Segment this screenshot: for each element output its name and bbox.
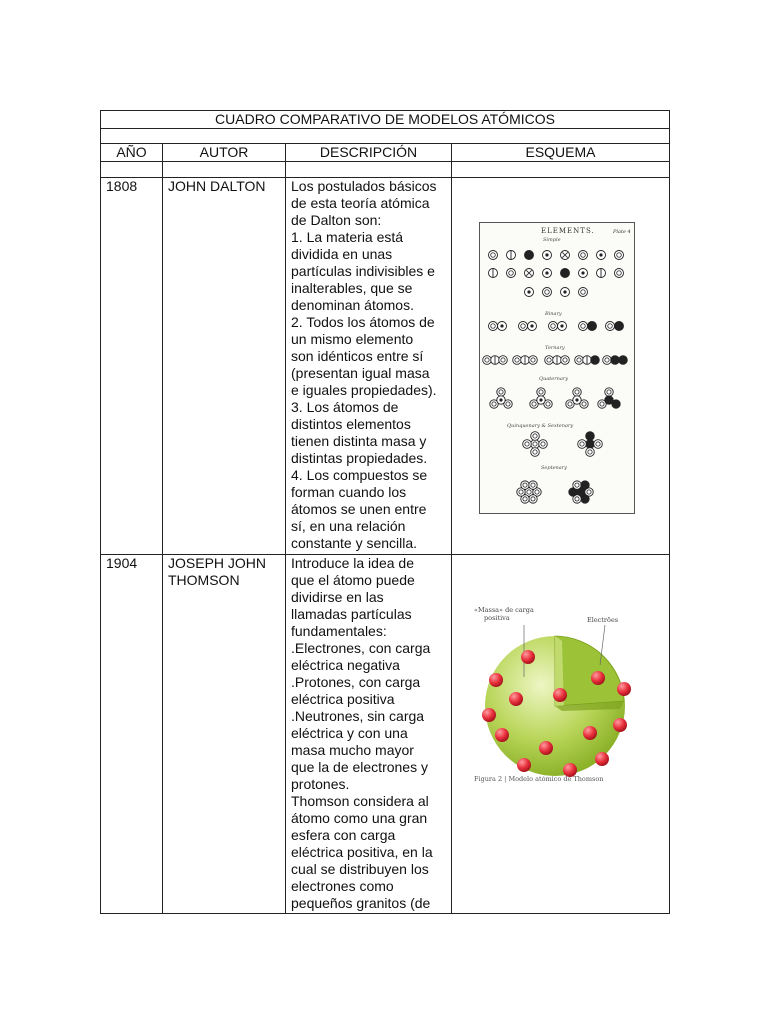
electron xyxy=(617,682,631,696)
atom-symbol xyxy=(513,356,522,365)
atom-mark xyxy=(600,254,602,256)
atom-mark xyxy=(561,325,563,327)
empty-row xyxy=(101,129,670,144)
header-scheme: ESQUEMA xyxy=(452,144,670,162)
label-mass-line1: «Massa» de carga xyxy=(474,606,534,614)
atom-symbol xyxy=(573,388,581,396)
atom-symbol xyxy=(573,481,581,489)
thomson-model-figure xyxy=(472,605,642,785)
table-row xyxy=(101,178,670,555)
atom-symbol xyxy=(578,440,587,449)
atom-symbol xyxy=(543,288,552,297)
atom-symbol xyxy=(483,356,492,365)
caption-simple: Simple xyxy=(543,237,561,243)
caption-quaternary: Quaternary xyxy=(539,376,569,382)
atom-symbol xyxy=(529,356,538,365)
header-year: AÑO xyxy=(101,144,163,162)
atom-symbol xyxy=(549,322,558,331)
atom-mark xyxy=(564,291,566,293)
atom-symbol xyxy=(489,322,498,331)
atom-symbol xyxy=(531,432,540,441)
plate-number: Plate 4 xyxy=(613,229,631,235)
atom-symbol xyxy=(586,432,595,441)
atom-symbol xyxy=(529,495,537,503)
electron xyxy=(613,718,627,732)
electron xyxy=(591,671,605,685)
atom-symbol xyxy=(591,356,600,365)
electron xyxy=(595,752,609,766)
atom-symbol xyxy=(581,481,589,489)
atom-symbol xyxy=(561,356,570,365)
comparison-table xyxy=(100,110,670,914)
author-cell: JOHN DALTON xyxy=(163,178,286,555)
atom-mark xyxy=(540,399,542,401)
header-row xyxy=(101,144,670,162)
table-row xyxy=(101,555,670,914)
atom-symbol xyxy=(615,251,624,260)
dalton-elements-plate xyxy=(479,222,635,514)
label-electrons: Electrões xyxy=(587,616,619,624)
atom-symbol xyxy=(619,356,628,365)
atom-symbol xyxy=(529,481,537,489)
description-cell: Introduce la idea de que el átomo puede dividirse en las llamadas partículas fundamentales: .Electrones, con carga eléctrica negativa .Protones, con carga eléctrica positiva .Neutrones, sin carga eléctrica y con una masa mucho mayor que la de electrones y protones. Thomson considera al átomo como una gran esfera con carga eléctrica positiva, en la cual se distribuyen los electrones como pequeños granitos (de xyxy=(286,555,452,914)
atom-symbol xyxy=(611,356,620,365)
atom-mark xyxy=(500,399,502,401)
atom-mark xyxy=(531,325,533,327)
atom-symbol xyxy=(531,440,540,449)
atom-mark xyxy=(582,272,584,274)
atom-symbol xyxy=(545,356,554,365)
atom-mark xyxy=(546,254,548,256)
atom-symbol xyxy=(594,440,603,449)
electron xyxy=(489,673,503,687)
table-title-row xyxy=(101,111,670,129)
atom-symbol xyxy=(489,251,498,260)
atom-symbol xyxy=(507,269,516,278)
atom-symbol xyxy=(497,388,505,396)
caption-septenary: Septenary xyxy=(541,465,567,471)
electron xyxy=(553,688,567,702)
atom-symbol xyxy=(525,251,534,260)
year-cell: 1808 xyxy=(101,178,163,555)
atom-symbol xyxy=(561,269,570,278)
electron xyxy=(495,728,509,742)
header-author: AUTOR xyxy=(163,144,286,162)
atom-symbol xyxy=(615,322,624,331)
electron xyxy=(583,726,597,740)
atom-symbol xyxy=(579,322,588,331)
caption-quinquenary: Quinquenary & Sextenary xyxy=(507,423,574,429)
description-cell: Los postulados básicos de esta teoría atómica de Dalton son: 1. La materia está dividida en unas partículas indivisibles e inalterables, que se denominan átomos. 2. Todos los átomos de un mismo elemento son idénticos entre sí (presentan igual masa e iguales propiedades). 3. Los átomos de distintos elementos tienen distinta masa y distintas propiedades. 4. Los compuestos se forman cuando los átomos se unen entre sí, en una relación constante y sencilla. xyxy=(286,178,452,555)
svg-text:«Massa» de carga xyxy=(474,606,534,614)
plate-title: ELEMENTS. xyxy=(541,227,595,235)
spacer-row xyxy=(101,162,670,178)
atom-symbol xyxy=(531,448,540,457)
label-mass-line2: positiva xyxy=(484,614,510,622)
atom-symbol xyxy=(523,440,532,449)
caption-ternary: Ternary xyxy=(545,345,565,351)
electron xyxy=(521,650,535,664)
atom-symbol xyxy=(579,288,588,297)
electron xyxy=(539,741,553,755)
atom-symbol xyxy=(539,440,548,449)
atom-symbol xyxy=(615,269,624,278)
atom-symbol xyxy=(579,251,588,260)
electron xyxy=(482,708,496,722)
electron xyxy=(517,758,531,772)
atom-symbol xyxy=(586,440,595,449)
atom-mark xyxy=(501,325,503,327)
header-description: DESCRIPCIÓN xyxy=(286,144,452,162)
author-cell: JOSEPH JOHN THOMSON xyxy=(163,555,286,914)
table-title: CUADRO COMPARATIVO DE MODELOS ATÓMICOS xyxy=(101,111,670,129)
atom-symbol xyxy=(605,388,613,396)
atom-symbol xyxy=(499,356,508,365)
atom-symbol xyxy=(519,322,528,331)
atom-mark xyxy=(576,399,578,401)
scheme-cell xyxy=(452,178,670,555)
figure-caption: Figura 2 | Modelo atómico de Thomson xyxy=(474,775,604,783)
atom-symbol xyxy=(606,322,615,331)
atom-symbol xyxy=(586,448,595,457)
atom-symbol xyxy=(575,356,584,365)
atom-symbol xyxy=(605,396,613,404)
atom-symbol xyxy=(521,481,529,489)
svg-text:positiva xyxy=(484,614,510,622)
atom-mark xyxy=(546,272,548,274)
atom-mark xyxy=(528,291,530,293)
scheme-cell xyxy=(452,555,670,914)
atom-symbol xyxy=(537,388,545,396)
year-cell: 1904 xyxy=(101,555,163,914)
atom-symbol xyxy=(603,356,612,365)
electron xyxy=(509,692,523,706)
atom-symbol xyxy=(588,322,597,331)
caption-binary: Binary xyxy=(545,311,562,317)
atom-symbol xyxy=(581,495,589,503)
